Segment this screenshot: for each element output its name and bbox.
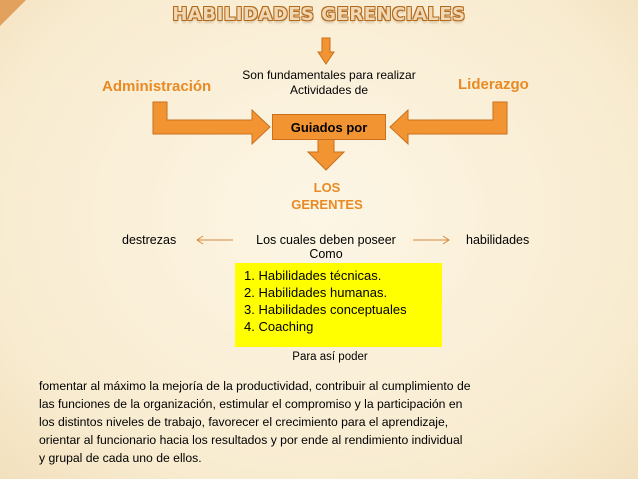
paragraph-line: los distintos niveles de trabajo, favorecer el crecimiento para el aprendizaje, <box>39 415 449 429</box>
paragraph-line: y grupal de cada uno de ellos. <box>39 451 202 465</box>
liderazgo-label: Liderazgo <box>458 76 529 93</box>
deben-poseer-line-1: Los cuales deben poseer <box>256 233 396 247</box>
skills-list-box <box>235 263 442 347</box>
guiados-por-box <box>272 114 386 140</box>
skill-item: 3. Habilidades conceptuales <box>244 302 407 317</box>
skill-item: 4. Coaching <box>244 319 314 334</box>
skills-list <box>244 267 442 335</box>
los-gerentes-label <box>270 179 384 213</box>
deben-poseer-text <box>244 233 408 261</box>
right-thin-arrow <box>413 236 449 244</box>
administracion-label: Administración <box>102 78 212 95</box>
center-down-arrow <box>308 139 344 170</box>
right-bent-arrow <box>390 102 507 144</box>
habilidades-label: habilidades <box>466 233 530 247</box>
deben-poseer-line-2: Como <box>309 247 343 261</box>
paragraph-line: fomentar al máximo la mejoría de la productividad, contribuir al cumplimiento de <box>39 379 471 393</box>
guiados-por-label: Guiados por <box>290 119 368 135</box>
top-down-arrow <box>318 38 334 64</box>
skill-item: 1. Habilidades técnicas. <box>244 268 382 283</box>
los-gerentes-line-1: LOS <box>313 180 341 195</box>
diagram-title: HABILIDADES GERENCIALES <box>172 4 466 25</box>
los-gerentes-line-2: GERENTES <box>291 197 363 212</box>
left-thin-arrow <box>197 236 233 244</box>
fundamentales-line-1: Son fundamentales para realizar <box>242 68 416 82</box>
fundamentales-line-2: Actividades de <box>289 83 369 97</box>
destrezas-label: destrezas <box>122 233 177 247</box>
left-bent-arrow <box>153 102 270 144</box>
skill-item: 2. Habilidades humanas. <box>244 285 388 300</box>
para-asi-poder-label: Para así poder <box>292 351 368 363</box>
purpose-paragraph <box>39 377 607 467</box>
fundamentales-text <box>224 68 434 98</box>
paragraph-line: orientar al funcionario hacia los resultados y por ende al rendimiento individual <box>39 433 463 447</box>
paragraph-line: las funciones de la organización, estimular el compromiso y la participación en <box>39 397 463 411</box>
